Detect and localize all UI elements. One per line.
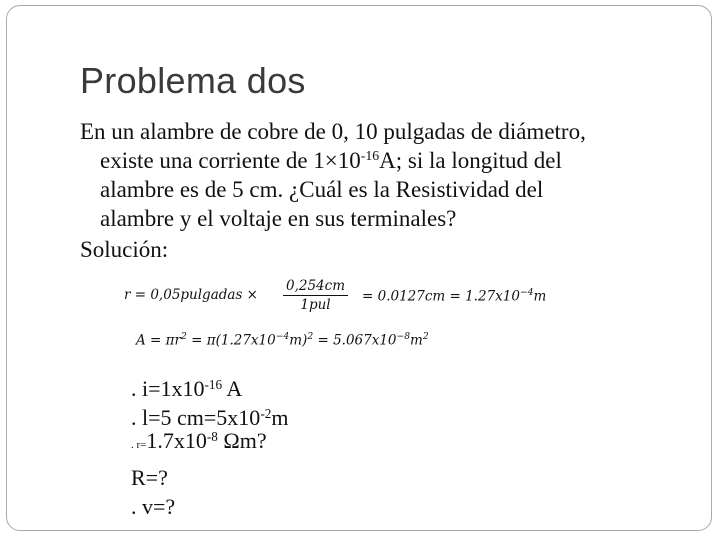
given-current (131, 376, 242, 402)
radius-equation-result (362, 287, 546, 305)
area-eq-part5: m (410, 332, 423, 349)
area-eq-exp5: 2 (422, 331, 429, 342)
area-eq-part2: = π(1.27x10 (186, 332, 276, 349)
problem-line-2-exponent: -16 (360, 148, 380, 164)
radius-equation-lhs: r = 0,05pulgadas × (124, 287, 258, 303)
area-eq-part4: = 5.067x10 (313, 332, 397, 349)
area-eq-exp1: 2 (180, 331, 187, 342)
given-current-exponent: -16 (204, 376, 223, 392)
area-eq-exp4: −8 (396, 331, 411, 342)
area-eq-part1: A = πr (136, 332, 181, 349)
given-current-post: A (222, 376, 243, 401)
given-resistance: R=? (131, 465, 168, 490)
area-equation (136, 331, 429, 349)
given-voltage: . v=? (131, 494, 176, 519)
area-eq-part3: m) (289, 332, 308, 349)
given-resistivity-post: Ωm? (217, 428, 267, 453)
problem-line-3: alambre es de 5 cm. ¿Cuál es la Resistividad del (100, 177, 544, 202)
problem-line-2 (80, 146, 680, 175)
given-resistivity-exponent: -8 (206, 428, 218, 444)
problem-line-2-post: A; si la longitud del (379, 148, 562, 173)
problem-line-1: En un alambre de cobre de 0, 10 pulgadas de diámetro, (80, 119, 586, 144)
given-length-exponent: -2 (260, 405, 272, 421)
given-length-post: m (271, 405, 289, 430)
radius-result-unit: m (533, 288, 547, 305)
given-resistivity-pre: 1.7x10 (146, 428, 207, 453)
conversion-fraction (283, 278, 348, 313)
fraction-denominator: 1pul (300, 297, 331, 313)
given-resistivity (131, 428, 267, 454)
given-length-pre: . l=5 cm=5x10 (131, 405, 261, 430)
problem-line-2-pre: existe una corriente de 1×10 (100, 148, 361, 173)
problem-statement (80, 117, 680, 233)
fraction-numerator: 0,254cm (283, 278, 348, 296)
radius-result-text: = 0.0127cm = 1.27x10 (362, 288, 520, 305)
given-current-pre: . i=1x10 (131, 376, 205, 401)
radius-result-exponent: −4 (519, 287, 534, 298)
slide-title: Problema dos (80, 60, 306, 101)
solution-label: Solución: (80, 237, 169, 262)
area-eq-exp3: 2 (307, 331, 314, 342)
given-resistivity-prefix: . r= (131, 439, 147, 451)
problem-line-4: alambre y el voltaje en sus terminales? (100, 206, 457, 231)
area-eq-exp2: −4 (275, 331, 290, 342)
